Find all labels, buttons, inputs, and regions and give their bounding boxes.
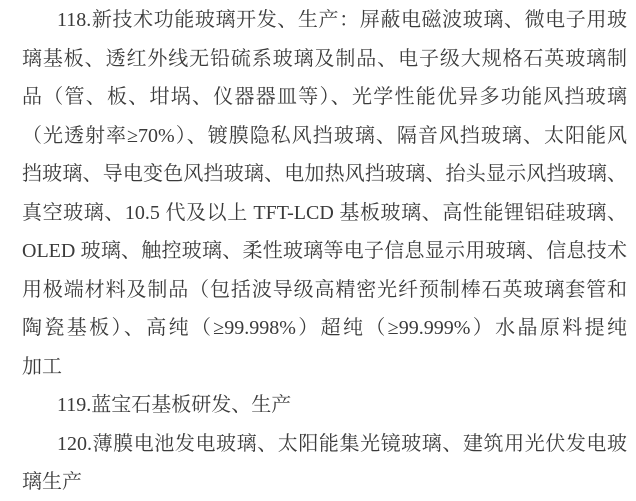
- text-line: 加工: [22, 355, 62, 378]
- text-line: 璃生产: [22, 471, 82, 493]
- text-line: 119.蓝宝石基板研发、生产: [57, 394, 292, 416]
- text-line: 陶瓷基板）、高纯（≥99.998%）超纯（≥99.999%）水晶原料提纯: [22, 317, 627, 339]
- text-line: 真空玻璃、10.5 代及以上 TFT-LCD 基板玻璃、高性能锂铝硅玻璃、: [22, 201, 627, 224]
- text-line: OLED 玻璃、触控玻璃、柔性玻璃等电子信息显示用玻璃、信息技术: [22, 240, 627, 262]
- text-line: 璃基板、透红外线无铅硫系玻璃及制品、电子级大规格石英玻璃制: [22, 47, 627, 70]
- text-line: 118.新技术功能玻璃开发、生产：屏蔽电磁波玻璃、微电子用玻: [57, 9, 627, 31]
- text-line: 用极端材料及制品（包括波导级高精密光纤预制棒石英玻璃套管和: [22, 278, 627, 301]
- text-line: （光透射率≥70%）、镀膜隐私风挡玻璃、隔音风挡玻璃、太阳能风: [22, 124, 627, 147]
- text-line: 品（管、板、坩埚、仪器器皿等）、光学性能优异多功能风挡玻璃: [22, 86, 627, 108]
- text-line: 120.薄膜电池发电玻璃、太阳能集光镜玻璃、建筑用光伏发电玻: [57, 432, 627, 455]
- text-line: 挡玻璃、导电变色风挡玻璃、电加热风挡玻璃、抬头显示风挡玻璃、: [22, 163, 627, 185]
